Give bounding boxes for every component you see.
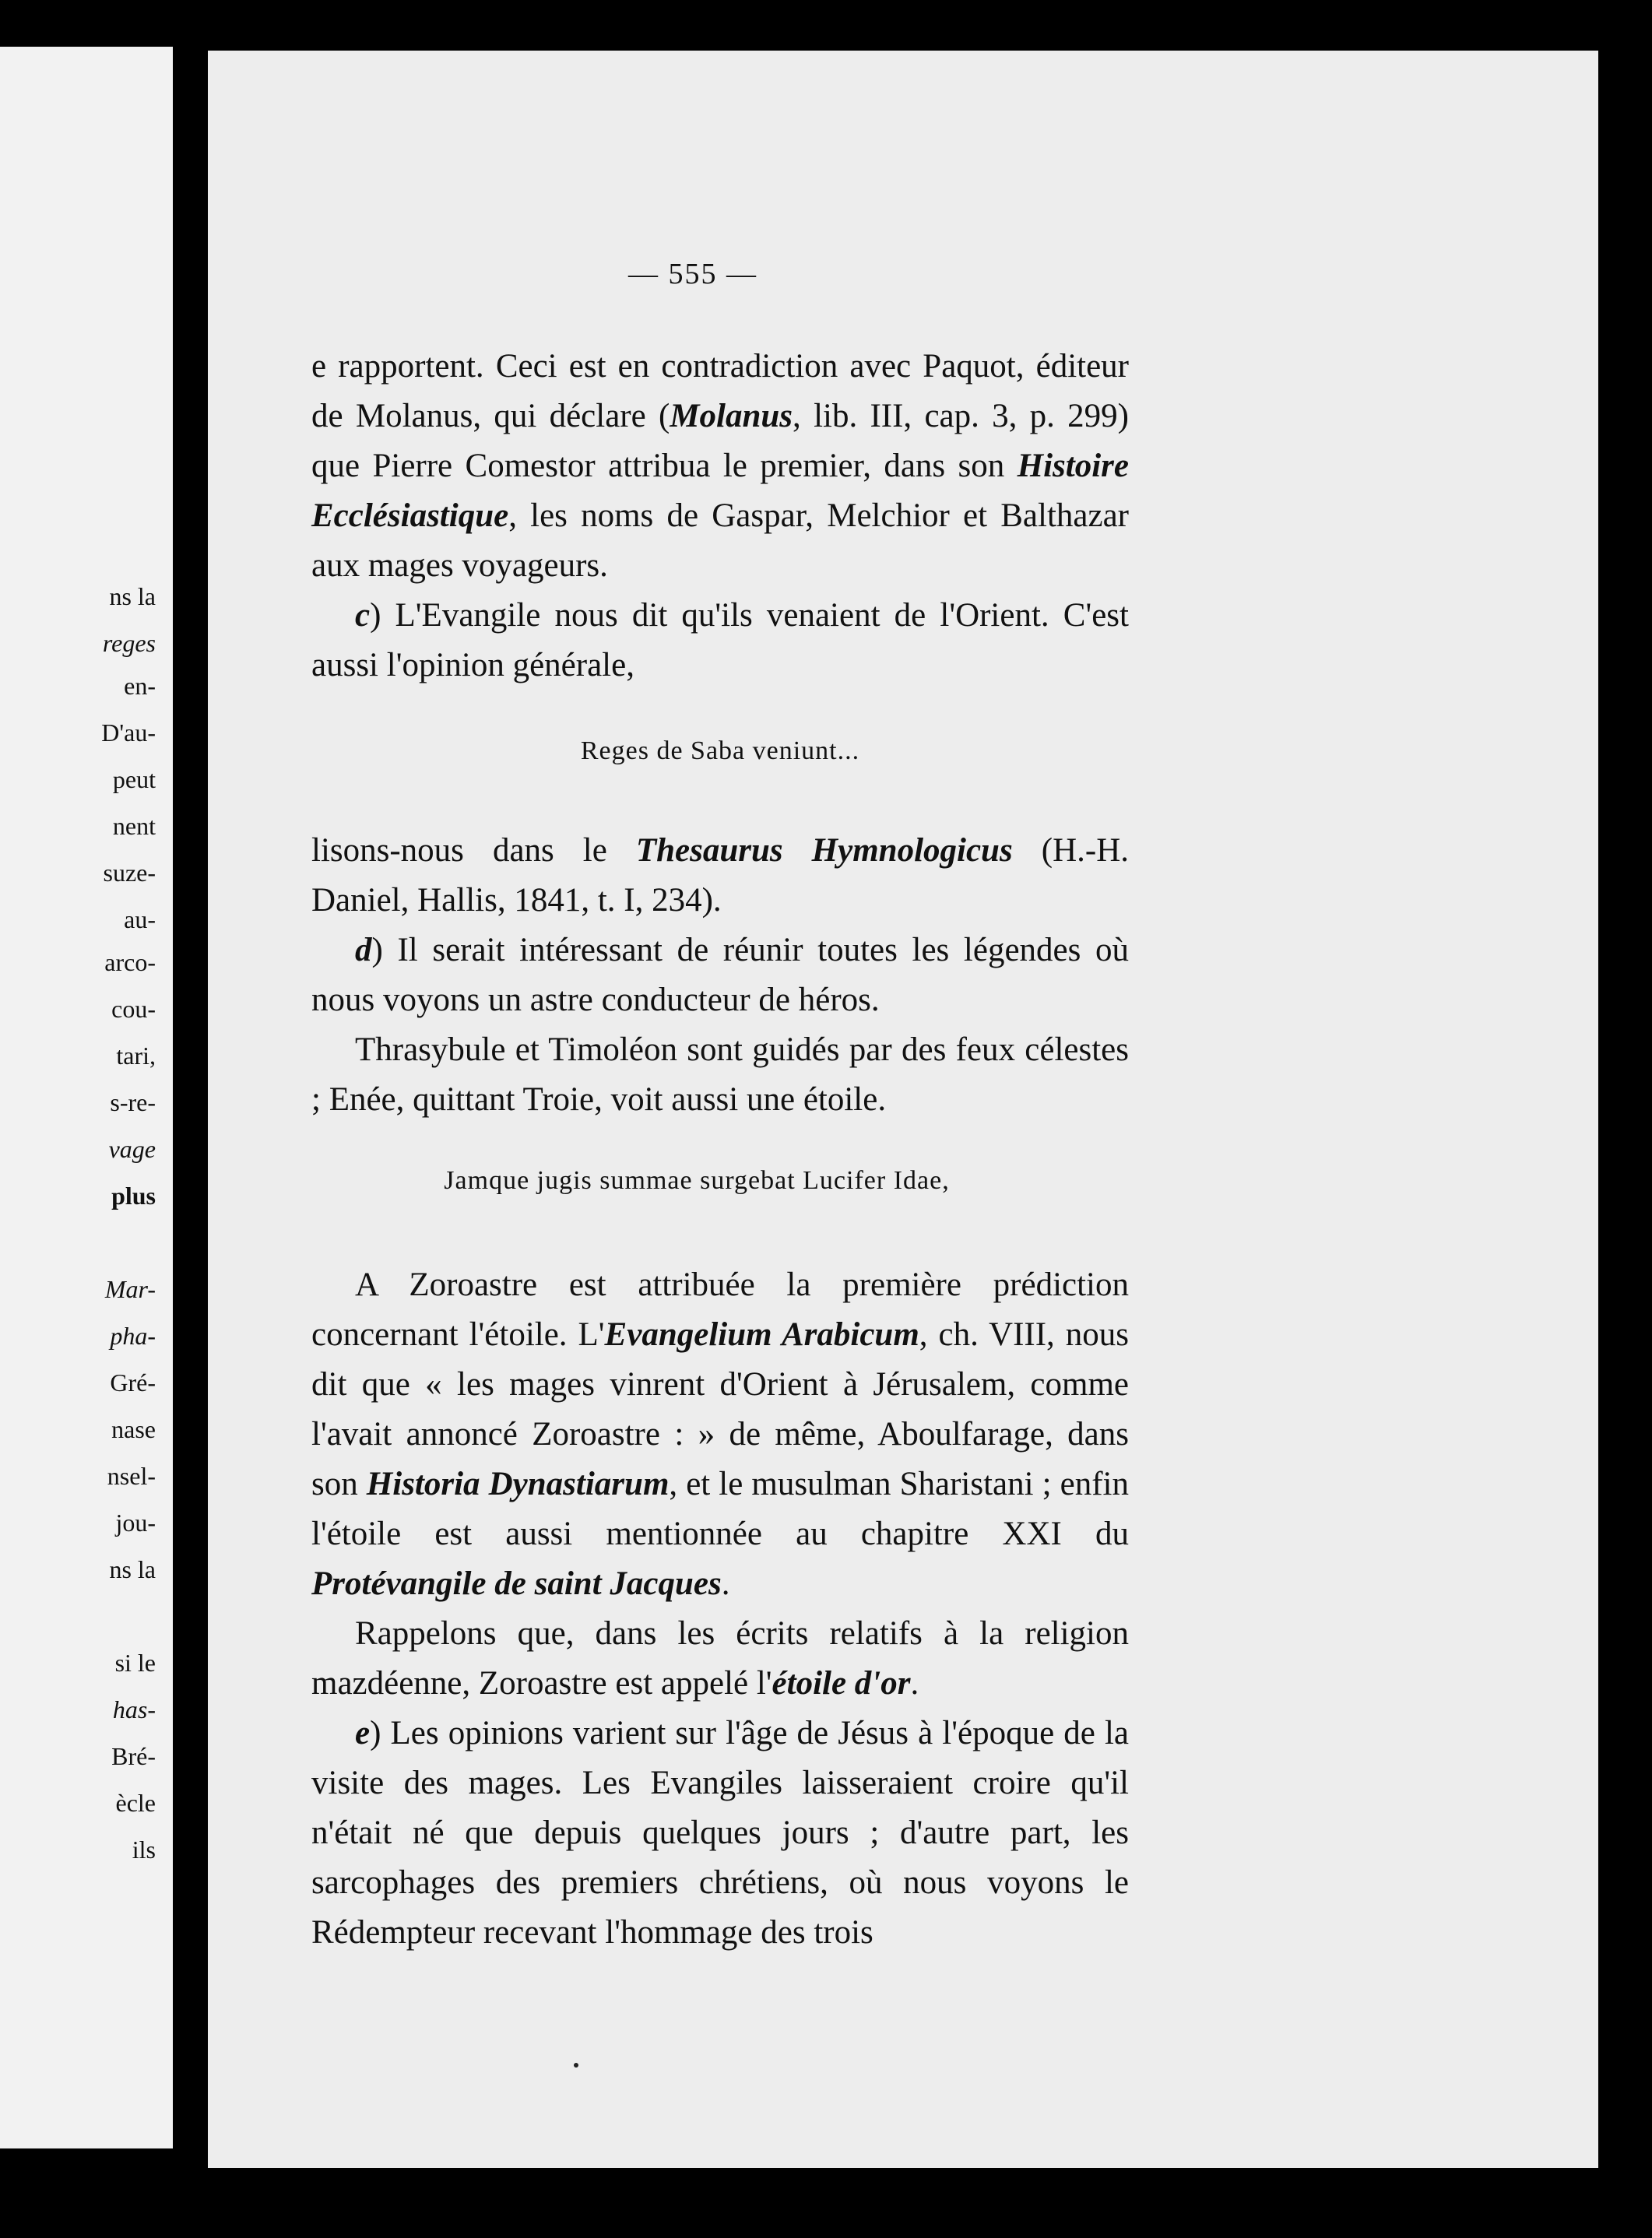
left-page-fragment: pha- <box>110 1322 156 1350</box>
left-page-fragment: ècle <box>115 1789 156 1817</box>
block-quote: Reges de Saba veniunt... <box>580 736 860 765</box>
left-page-fragment: jou- <box>115 1509 156 1537</box>
left-page-fragment: D'au- <box>101 718 156 747</box>
left-page-fragment: peut <box>112 765 156 793</box>
verse-quote: Jamque jugis summae surgebat Lucifer Idae, <box>444 1166 950 1195</box>
left-page-fragment: s-re- <box>110 1088 156 1116</box>
left-page-fragment: has- <box>112 1695 156 1723</box>
left-page-fragment: Mar- <box>104 1275 156 1303</box>
scan-border <box>1598 0 1652 2238</box>
left-page-fragment: reges <box>102 629 156 657</box>
left-page-fragment: Gré- <box>110 1368 156 1397</box>
left-page-fragment: Bré- <box>111 1742 156 1770</box>
left-page-fragment: au- <box>124 905 156 933</box>
paragraph: A Zoroastre est attribuée la première prédiction concernant l'étoile. L'Evangelium Arabicum, ch. VIII, nous dit que « les mages vinrent d'Orient à Jérusalem, comme l'avait annoncé Zoroastre : » de même, Aboulfarage, dans son Historia Dynastiarum, et le musulman Sharistani ; enfin l'étoile est aussi mentionnée au chapitre XXI du Protévangile de saint Jacques. <box>311 1267 1130 1602</box>
left-page-fragment: plus <box>111 1182 156 1210</box>
paragraph: Rappelons que, dans les écrits relatifs à la religion mazdéenne, Zoroastre est appelé l'étoile d'or. <box>311 1615 1129 1702</box>
left-page-fragment: tari, <box>116 1042 156 1070</box>
left-page-fragment: nsel- <box>107 1462 156 1490</box>
paragraph: c) L'Evangile nous dit qu'ils venaient de l'Orient. C'est aussi l'opinion générale, <box>311 597 1129 683</box>
paragraph: e rapportent. Ceci est en contradiction avec Paquot, éditeur de Molanus, qui déclare (Molanus, lib. III, cap. 3, p. 299) que Pierre Comestor attribua le premier, dans son Histoire Ecclésiastique, les noms de Gaspar, Melchior et Balthazar aux mages voyageurs. <box>311 348 1130 584</box>
left-page-fragment: ns la <box>109 582 156 610</box>
paragraph: d) Il serait intéressant de réunir toutes les légendes où nous voyons un astre conducteur de héros. <box>311 932 1129 1018</box>
left-page-fragment: nent <box>112 812 156 840</box>
speck-mark <box>574 2063 578 2068</box>
left-page-fragment: arco- <box>104 948 156 976</box>
paragraph: e) Les opinions varient sur l'âge de Jésus à l'époque de la visite des mages. Les Evangiles laisseraient croire qu'il n'était né que depuis quelques jours ; d'autre part, les sarcophages des premiers chrétiens, où nous voyons le Rédempteur recevant l'hommage des trois <box>311 1715 1129 1951</box>
left-page-fragment: nase <box>111 1415 156 1443</box>
paragraph: lisons-nous dans le Thesaurus Hymnologicus (H.-H. Daniel, Hallis, 1841, t. I, 234). <box>311 832 1129 919</box>
left-page-fragment: suze- <box>103 859 156 887</box>
page-number: — 555 — <box>628 258 757 290</box>
left-page-fragment: si le <box>114 1649 156 1677</box>
left-page-fragment: vage <box>108 1135 156 1163</box>
left-page-fragment: ils <box>132 1836 156 1864</box>
paragraph: Thrasybule et Timoléon sont guidés par des feux célestes ; Enée, quittant Troie, voit aussi une étoile. <box>311 1031 1129 1118</box>
left-facing-page <box>0 47 173 2148</box>
text-column <box>311 249 1129 1958</box>
left-page-fragment: cou- <box>111 995 156 1023</box>
book-gutter <box>173 0 208 2238</box>
left-page-fragment: en- <box>124 672 156 700</box>
left-page-fragment: ns la <box>109 1555 156 1583</box>
